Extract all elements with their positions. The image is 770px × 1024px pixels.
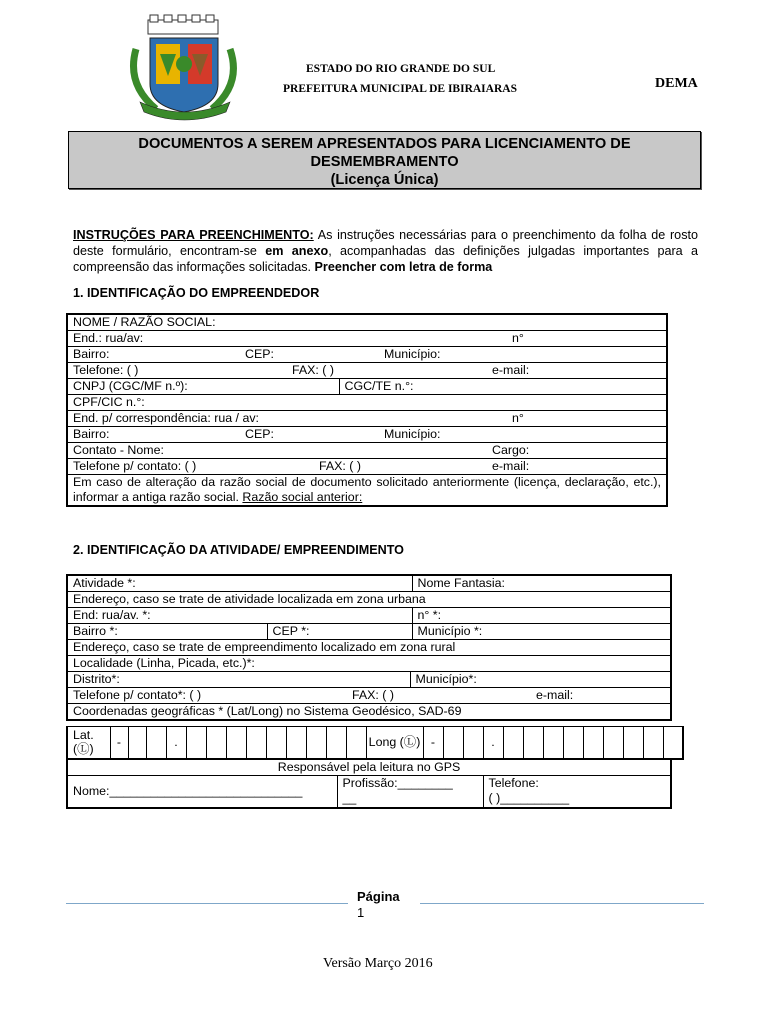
footer-rule-right xyxy=(420,903,704,904)
label-zona-rural: Endereço, caso se trate de empreendimento localizado em zona rural xyxy=(67,640,671,656)
coord-digit-cell[interactable] xyxy=(226,727,246,759)
coord-digit-cell[interactable] xyxy=(463,727,483,759)
prefeitura-name: PREFEITURA MUNICIPAL DE IBIRAIARAS xyxy=(283,83,517,95)
activity-table xyxy=(66,574,672,721)
coord-label: (Ⓛ) xyxy=(73,742,94,757)
field-bairro[interactable]: Bairro: CEP: Município: xyxy=(67,347,667,363)
coord-digit-cell[interactable] xyxy=(443,727,463,759)
coord-label: . xyxy=(174,735,178,750)
coord-digit-cell[interactable] xyxy=(483,727,503,759)
coord-digit-cell[interactable] xyxy=(523,727,543,759)
field-nome-fantasia[interactable]: Nome Fantasia: xyxy=(412,575,671,592)
coord-digit-cell[interactable] xyxy=(166,727,186,759)
gps-responsible-table xyxy=(66,759,672,809)
state-name: ESTADO DO RIO GRANDE DO SUL xyxy=(306,63,496,75)
field-contato[interactable]: Contato - Nome: Cargo: xyxy=(67,443,667,459)
title-line-3: (Licença Única) xyxy=(330,172,439,188)
coord-digit-cell[interactable] xyxy=(186,727,206,759)
department-code: DEMA xyxy=(655,76,698,91)
field-telefone-contato-2[interactable]: Telefone p/ contato*: ( ) FAX: ( ) e-mail: xyxy=(67,688,671,704)
field-localidade[interactable]: Localidade (Linha, Picada, etc.)*: xyxy=(67,656,671,672)
field-numero[interactable]: n° *: xyxy=(412,608,671,624)
field-cep-urbano[interactable]: CEP *: xyxy=(267,624,412,640)
field-gps-nome[interactable]: Nome:____________________________ xyxy=(67,776,337,808)
field-cnpj[interactable]: CNPJ (CGC/MF n.º): xyxy=(67,379,339,395)
field-cpf[interactable]: CPF/CIC n.°: xyxy=(67,395,667,411)
field-gps-telefone[interactable]: Telefone: ( )__________ xyxy=(483,776,671,808)
coord-digit-cell[interactable] xyxy=(286,727,306,759)
coord-digit-cell[interactable] xyxy=(563,727,583,759)
coord-digit-cell[interactable] xyxy=(346,727,366,759)
coord-digit-cell[interactable] xyxy=(146,727,166,759)
entrepreneur-table xyxy=(66,313,668,507)
field-atividade[interactable]: Atividade *: xyxy=(67,575,412,592)
coord-label: Lat. xyxy=(73,728,94,743)
coord-label: . xyxy=(491,735,495,750)
section-1-title: 1. IDENTIFICAÇÃO DO EMPREENDEDOR xyxy=(73,286,320,300)
field-bairro-2[interactable]: Bairro: CEP: Município: xyxy=(67,427,667,443)
coordinates-grid xyxy=(66,726,684,760)
label-zona-urbana: Endereço, caso se trate de atividade localizada em zona urbana xyxy=(67,592,671,608)
label-gps: Responsável pela leitura no GPS xyxy=(67,760,671,776)
lat-label-cell[interactable] xyxy=(67,727,110,759)
field-end-urbano[interactable]: End: rua/av. *: xyxy=(67,608,412,624)
coord-digit-cell[interactable] xyxy=(206,727,226,759)
coord-digit-cell[interactable] xyxy=(583,727,603,759)
field-gps-profissao[interactable]: Profissão:________ __ xyxy=(337,776,483,808)
coord-digit-cell[interactable] xyxy=(128,727,146,759)
label-coordenadas: Coordenadas geográficas * (Lat/Long) no Sistema Geodésico, SAD-69 xyxy=(67,704,671,721)
footer-rule-left xyxy=(66,903,348,904)
field-nome[interactable]: NOME / RAZÃO SOCIAL: xyxy=(67,314,667,331)
instructions-paragraph: INSTRUÇÕES PARA PREENCHIMENTO: As instruções necessárias para o preenchimento da folha de rosto deste formulário, encontram-se em anexo, acompanhadas das definições julgadas importantes para a compreensão das informações solicitadas. Preencher com letra de forma xyxy=(73,228,698,274)
title-line-1: DOCUMENTOS A SEREM APRESENTADOS PARA LICENCIAMENTO DE xyxy=(138,136,631,152)
field-telefone-contato[interactable]: Telefone p/ contato: ( ) FAX: ( ) e-mail: xyxy=(67,459,667,475)
version-label: Versão Março 2016 xyxy=(323,956,433,971)
field-bairro-urbano[interactable]: Bairro *: xyxy=(67,624,267,640)
coord-digit-cell[interactable] xyxy=(663,727,683,759)
coord-digit-cell[interactable] xyxy=(643,727,663,759)
coord-digit-cell[interactable] xyxy=(326,727,346,759)
coord-digit-cell[interactable] xyxy=(246,727,266,759)
instructions-label: INSTRUÇÕES PARA PREENCHIMENTO: xyxy=(73,228,314,242)
field-municipio-rural[interactable]: Município*: xyxy=(410,672,671,688)
coord-digit-cell[interactable] xyxy=(603,727,623,759)
long-label-cell[interactable] xyxy=(366,727,423,759)
coord-digit-cell[interactable] xyxy=(623,727,643,759)
coord-digit-cell[interactable] xyxy=(423,727,443,759)
coord-digit-cell[interactable] xyxy=(543,727,563,759)
coord-digit-cell[interactable] xyxy=(306,727,326,759)
field-distrito[interactable]: Distrito*: xyxy=(67,672,410,688)
document-title xyxy=(68,131,701,189)
municipal-crest-icon xyxy=(126,14,246,124)
field-razao-anterior[interactable]: Em caso de alteração da razão social de documento solicitado anteriormente (licença, declaração, etc.), informar a antiga razão social. Razão social anterior: xyxy=(67,475,667,507)
page-label: Página xyxy=(357,889,400,904)
coord-digit-cell[interactable] xyxy=(266,727,286,759)
coord-digit-cell[interactable] xyxy=(110,727,128,759)
section-2-title: 2. IDENTIFICAÇÃO DA ATIVIDADE/ EMPREENDIMENTO xyxy=(73,543,404,557)
field-telefone[interactable]: Telefone: ( ) FAX: ( ) e-mail: xyxy=(67,363,667,379)
page-number: 1 xyxy=(357,905,365,920)
field-endereco[interactable]: End.: rua/av: n° xyxy=(67,331,667,347)
field-end-correspondencia[interactable]: End. p/ correspondência: rua / av: n° xyxy=(67,411,667,427)
coord-label: - xyxy=(116,735,122,750)
coord-digit-cell[interactable] xyxy=(503,727,523,759)
coord-label: - xyxy=(430,735,436,750)
field-cgcte[interactable]: CGC/TE n.°: xyxy=(339,379,667,395)
field-municipio-urbano[interactable]: Município *: xyxy=(412,624,671,640)
coord-label: Long (Ⓛ) xyxy=(368,735,421,750)
title-line-2: DESMEMBRAMENTO xyxy=(310,154,459,170)
